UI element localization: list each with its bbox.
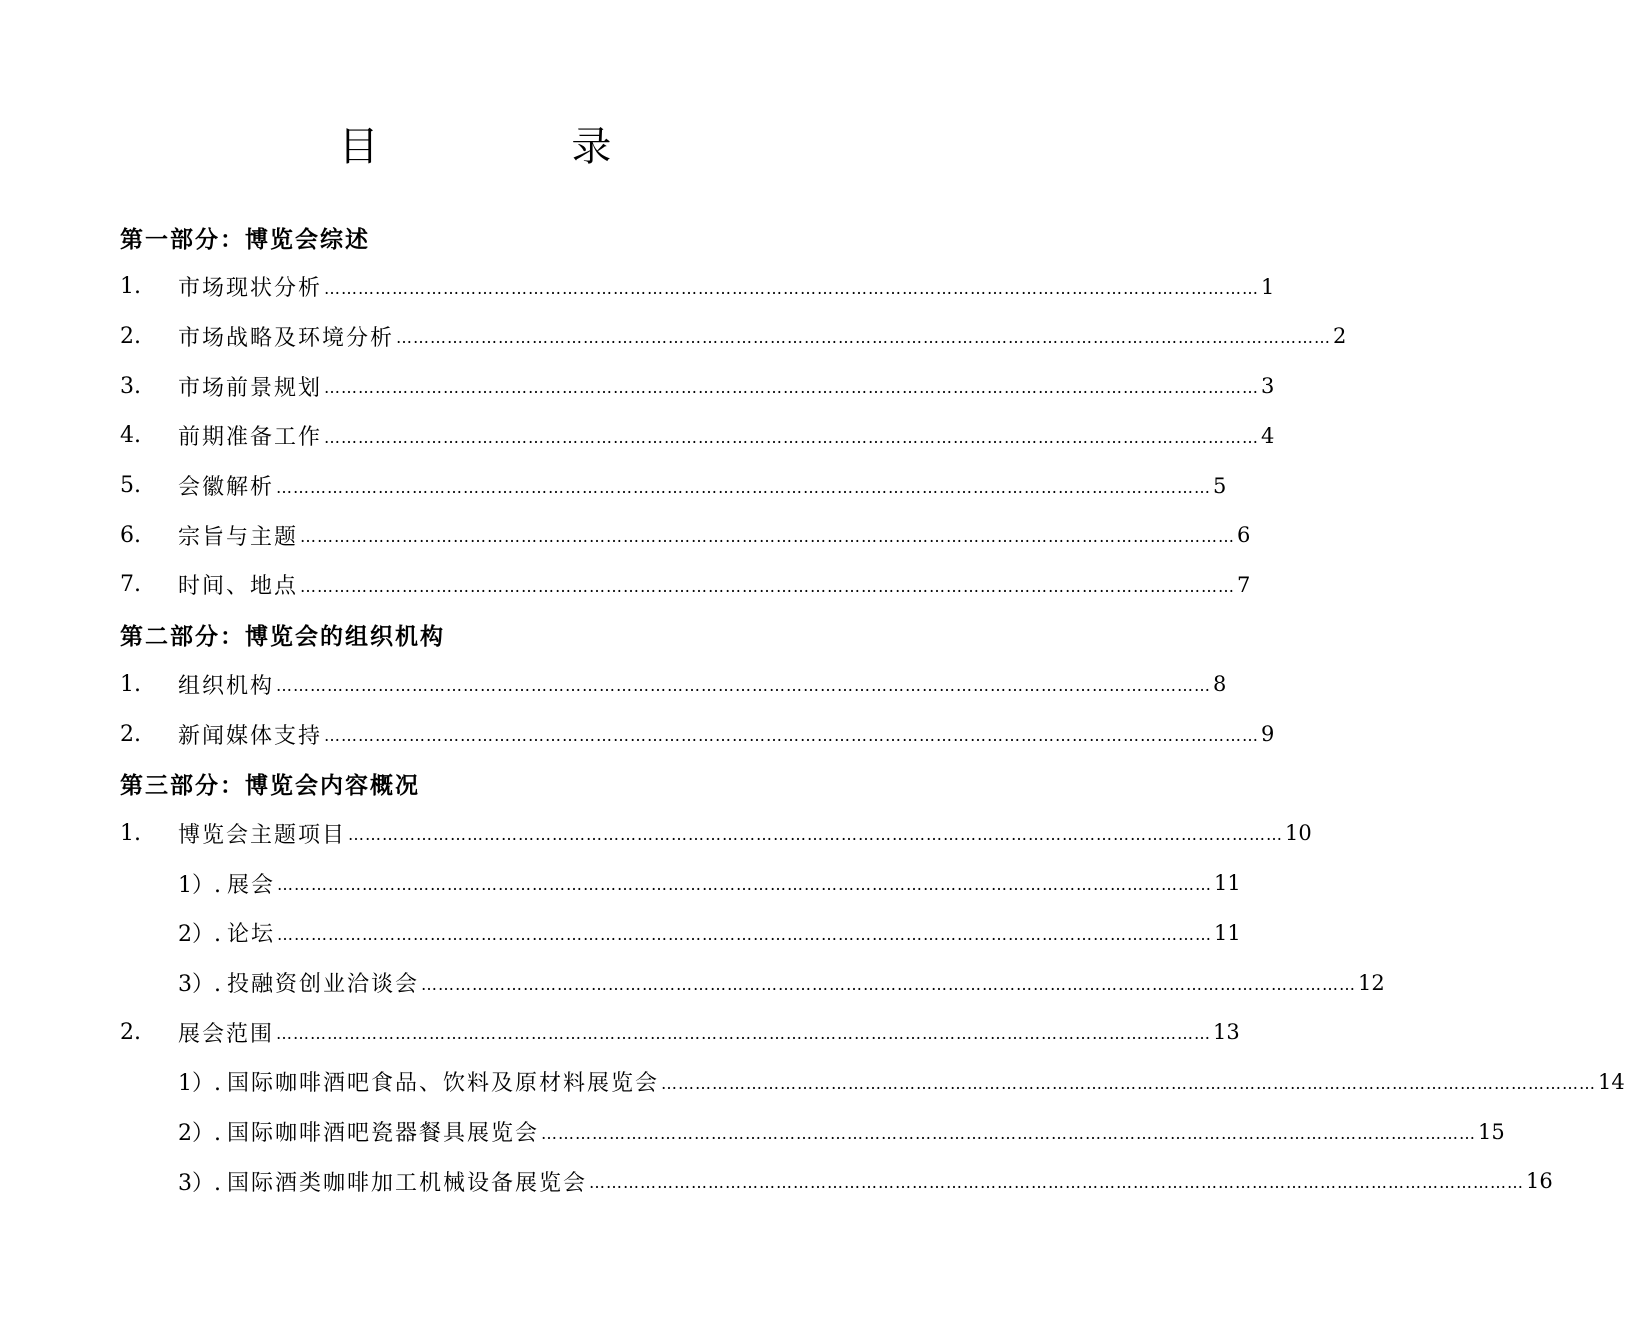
toc-entry[interactable] bbox=[120, 361, 1275, 411]
toc-page-number: 10 bbox=[1285, 821, 1312, 846]
toc-entry-number: 1. bbox=[120, 820, 141, 846]
toc-dot-leader: ………………………………………………………………………………………………………………………………………………… bbox=[324, 427, 1260, 447]
toc-section-heading[interactable] bbox=[120, 759, 420, 809]
toc-entry-number: 2）. bbox=[178, 1121, 221, 1147]
toc-entry-number: 3）. bbox=[178, 1170, 221, 1196]
toc-dot-leader: ………………………………………………………………………………………………………………………………………………… bbox=[348, 825, 1284, 845]
toc-entry-number: 1. bbox=[120, 274, 141, 300]
toc-page-number: 12 bbox=[1358, 970, 1385, 995]
toc-entry-label: 展会 bbox=[227, 872, 276, 898]
toc-subentry[interactable] bbox=[178, 1107, 1505, 1157]
toc-dot-leader: ………………………………………………………………………………………………………………………………………………… bbox=[324, 726, 1260, 745]
toc-entry-number: 2. bbox=[120, 721, 141, 747]
toc-page-number: 13 bbox=[1213, 1020, 1240, 1045]
toc-entry[interactable] bbox=[120, 311, 1347, 361]
toc-entry-label: 论坛 bbox=[227, 922, 276, 948]
toc-entry[interactable] bbox=[120, 560, 1251, 610]
toc-page-number: 4 bbox=[1261, 423, 1275, 448]
toc-dot-leader: ………………………………………………………………………………………………………………………………………………… bbox=[276, 676, 1212, 696]
toc-page-number: 7 bbox=[1237, 572, 1251, 597]
toc-entry-label: 宗旨与主题 bbox=[178, 524, 299, 550]
toc-entry-label: 时间、地点 bbox=[178, 574, 299, 600]
toc-page-number: 15 bbox=[1478, 1119, 1505, 1144]
toc-entry-label: 新闻媒体支持 bbox=[178, 723, 323, 749]
toc-entry-label: 市场前景规划 bbox=[178, 375, 323, 401]
toc-entry-label: 市场现状分析 bbox=[178, 276, 323, 302]
toc-entry[interactable] bbox=[120, 461, 1227, 511]
toc-entry-number: 5. bbox=[120, 473, 141, 498]
toc-entry-number: 3. bbox=[120, 373, 141, 399]
toc-entry-label: 博览会主题项目 bbox=[178, 822, 347, 848]
toc-dot-leader: ………………………………………………………………………………………………………………………………………………… bbox=[324, 278, 1260, 298]
toc-entry-label: 投融资创业洽谈会 bbox=[227, 972, 420, 997]
toc-entry-label: 国际咖啡酒吧食品、饮料及原材料展览会 bbox=[227, 1071, 660, 1097]
toc-dot-leader: ………………………………………………………………………………………………………………………………………………… bbox=[396, 328, 1332, 348]
toc-entry-number: 6. bbox=[120, 522, 141, 548]
toc-page-number: 5 bbox=[1213, 473, 1227, 498]
toc-entry-number: 1. bbox=[120, 671, 141, 697]
toc-subentry[interactable] bbox=[178, 958, 1385, 1008]
toc-entry-number: 2）. bbox=[178, 922, 221, 948]
toc-section-heading[interactable] bbox=[120, 610, 445, 660]
toc-page-number: 11 bbox=[1214, 920, 1241, 945]
toc-entry[interactable] bbox=[120, 659, 1227, 709]
toc-page-number: 11 bbox=[1214, 871, 1241, 896]
toc-entry[interactable] bbox=[120, 411, 1275, 461]
toc-subentry[interactable] bbox=[178, 858, 1241, 908]
toc-dot-leader: ………………………………………………………………………………………………………………………………………………… bbox=[661, 1073, 1597, 1093]
page-title: 目 录 bbox=[338, 124, 702, 170]
toc-entry-label: 展会范围 bbox=[178, 1021, 275, 1047]
toc-subentry[interactable] bbox=[178, 908, 1241, 958]
toc-page-number: 8 bbox=[1213, 672, 1227, 697]
toc-page-number: 16 bbox=[1526, 1169, 1553, 1194]
toc-dot-leader: ………………………………………………………………………………………………………………………………………………… bbox=[277, 875, 1213, 895]
toc-dot-leader: ………………………………………………………………………………………………………………………………………………… bbox=[324, 378, 1260, 398]
toc-entry-label: 前期准备工作 bbox=[178, 425, 323, 451]
toc-page-number: 2 bbox=[1333, 324, 1347, 349]
toc-section-heading[interactable] bbox=[120, 212, 370, 262]
toc-entry-number: 1）. bbox=[178, 872, 221, 898]
toc-entry-number: 2. bbox=[120, 1019, 141, 1045]
toc-page-number: 1 bbox=[1261, 274, 1275, 299]
toc-dot-leader: ………………………………………………………………………………………………………………………………………………… bbox=[421, 974, 1357, 994]
toc-dot-leader: ………………………………………………………………………………………………………………………………………………… bbox=[277, 924, 1213, 944]
toc-entry-number: 4. bbox=[120, 423, 141, 449]
toc-subentry[interactable] bbox=[178, 1156, 1553, 1206]
toc-page-number: 3 bbox=[1261, 374, 1275, 399]
toc-entry[interactable] bbox=[120, 808, 1312, 858]
toc-dot-leader: ………………………………………………………………………………………………………………………………………………… bbox=[276, 1024, 1212, 1044]
toc-section-label: 第三部分：博览会内容概况 bbox=[120, 772, 420, 800]
toc-dot-leader: ………………………………………………………………………………………………………………………………………………… bbox=[276, 477, 1212, 497]
toc-subentry[interactable] bbox=[178, 1057, 1625, 1107]
toc-page-number: 14 bbox=[1598, 1069, 1625, 1094]
toc-entry-label: 组织机构 bbox=[178, 673, 275, 699]
toc-dot-leader: ………………………………………………………………………………………………………………………………………………… bbox=[300, 576, 1236, 596]
toc-entry[interactable] bbox=[120, 1007, 1240, 1057]
toc-dot-leader: ………………………………………………………………………………………………………………………………………………… bbox=[300, 527, 1236, 547]
toc-entry-number: 1）. bbox=[178, 1071, 221, 1097]
toc-dot-leader: ………………………………………………………………………………………………………………………………………………… bbox=[589, 1173, 1525, 1193]
toc-entry-number: 7. bbox=[120, 572, 141, 598]
toc-section-label: 第二部分：博览会的组织机构 bbox=[120, 623, 445, 651]
toc-entry-label: 国际咖啡酒吧瓷器餐具展览会 bbox=[227, 1121, 540, 1147]
toc-entry-number: 2. bbox=[120, 323, 141, 349]
toc-entry[interactable] bbox=[120, 262, 1275, 312]
toc-dot-leader: ………………………………………………………………………………………………………………………………………………… bbox=[541, 1123, 1477, 1143]
toc-entry-label: 国际酒类咖啡加工机械设备展览会 bbox=[227, 1170, 588, 1196]
toc-page-number: 6 bbox=[1237, 523, 1251, 548]
toc-page-number: 9 bbox=[1261, 722, 1275, 746]
toc-entry-label: 市场战略及环境分析 bbox=[178, 325, 395, 351]
toc-entry-number: 3）. bbox=[178, 972, 221, 997]
toc-entry[interactable] bbox=[120, 510, 1251, 560]
toc-entry-label: 会徽解析 bbox=[178, 475, 275, 500]
toc-entry[interactable] bbox=[120, 709, 1275, 759]
toc-section-label: 第一部分：博览会综述 bbox=[120, 225, 370, 253]
